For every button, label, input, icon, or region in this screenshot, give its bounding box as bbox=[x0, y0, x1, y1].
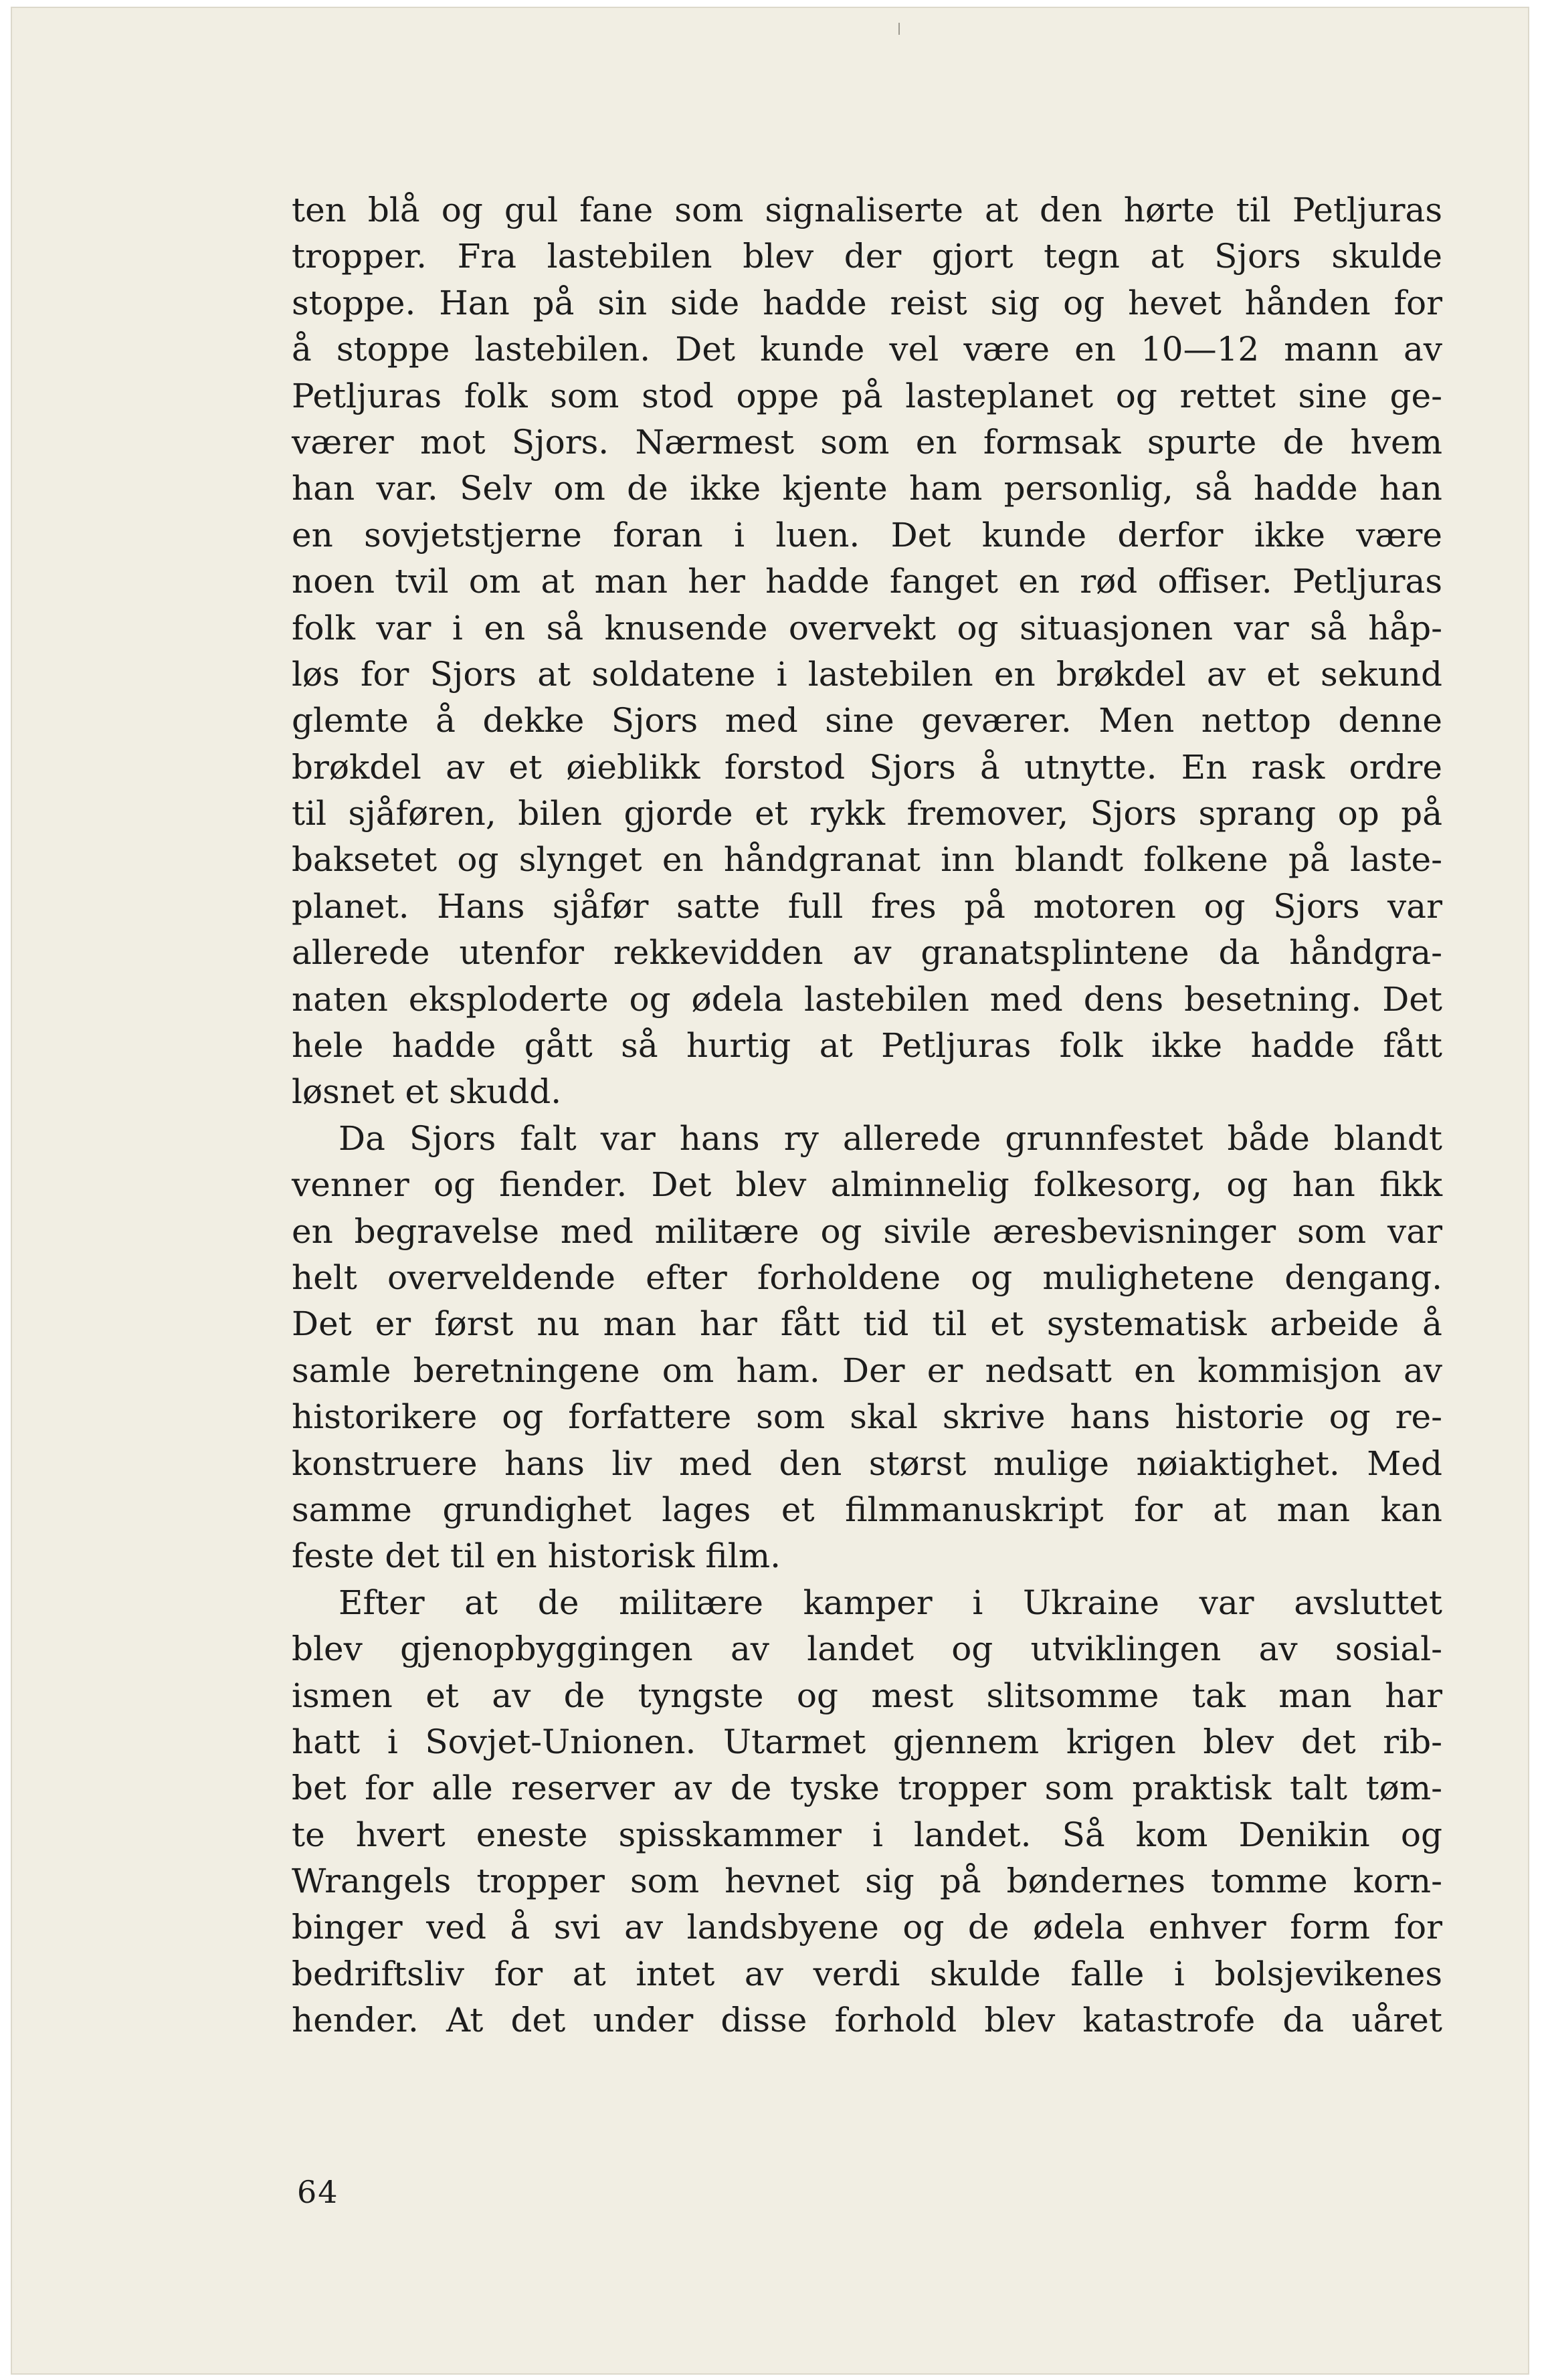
paper-mark bbox=[898, 23, 900, 35]
text-line: hender. At det under disse forhold blev katastrofe da uåret bbox=[292, 2001, 1442, 2040]
text-line: en sovjetstjerne foran i luen. Det kunde derfor ikke være bbox=[292, 515, 1442, 555]
text-line: en begravelse med militære og sivile æresbevisninger som var bbox=[292, 1211, 1442, 1251]
text-line: brøkdel av et øieblikk forstod Sjors å utnytte. En rask ordre bbox=[292, 747, 1442, 787]
text-line: blev gjenopbyggingen av landet og utviklingen av sosial- bbox=[292, 1629, 1442, 1669]
text-line: løs for Sjors at soldatene i lastebilen en brøkdel av et sekund bbox=[292, 654, 1442, 694]
text-line: feste det til en historisk film. bbox=[292, 1536, 781, 1576]
text-line: værer mot Sjors. Nærmest som en formsak spurte de hvem bbox=[292, 422, 1442, 462]
text-line: Da Sjors falt var hans ry allerede grunnfestet både blandt bbox=[339, 1118, 1442, 1158]
text-line: Det er først nu man har fått tid til et systematisk arbeide å bbox=[292, 1304, 1442, 1344]
text-line: å stoppe lastebilen. Det kunde vel være en 10—12 mann av bbox=[292, 330, 1442, 369]
text-line: konstruere hans liv med den størst mulige nøiaktighet. Med bbox=[292, 1444, 1442, 1483]
text-line: hatt i Sovjet-Unionen. Utarmet gjennem krigen blev det rib- bbox=[292, 1722, 1442, 1761]
text-line: binger ved å svi av landsbyene og de ødela enhver form for bbox=[292, 1908, 1442, 1947]
text-line: Wrangels tropper som hevnet sig på bøndernes tomme korn- bbox=[292, 1862, 1442, 1901]
text-line: helt overveldende efter forholdene og mulighetene dengang. bbox=[292, 1258, 1442, 1297]
text-line: historikere og forfattere som skal skrive hans historie og re- bbox=[292, 1397, 1442, 1437]
text-line: allerede utenfor rekkevidden av granatsplintene da håndgra- bbox=[292, 933, 1442, 973]
text-line: naten eksploderte og ødela lastebilen med dens besetning. Det bbox=[292, 979, 1442, 1019]
text-line: te hvert eneste spisskammer i landet. Så kom Denikin og bbox=[292, 1815, 1442, 1854]
text-line: folk var i en så knusende overvekt og situasjonen var så håp- bbox=[292, 608, 1442, 648]
text-line: han var. Selv om de ikke kjente ham personlig, så hadde han bbox=[292, 469, 1442, 508]
text-line: Efter at de militære kamper i Ukraine var avsluttet bbox=[339, 1583, 1442, 1622]
text-line: glemte å dekke Sjors med sine geværer. Men nettop denne bbox=[292, 701, 1442, 740]
text-line: løsnet et skudd. bbox=[292, 1072, 562, 1112]
text-line: Petljuras folk som stod oppe på lasteplanet og rettet sine ge- bbox=[292, 376, 1442, 415]
text-line: bet for alle reserver av de tyske tropper som praktisk talt tøm- bbox=[292, 1769, 1442, 1808]
text-line: samme grundighet lages et filmmanuskript for at man kan bbox=[292, 1490, 1442, 1529]
text-line: hele hadde gått så hurtig at Petljuras folk ikke hadde fått bbox=[292, 1026, 1442, 1066]
text-line: noen tvil om at man her hadde fanget en rød offiser. Petljuras bbox=[292, 562, 1442, 601]
text-line: baksetet og slynget en håndgranat inn blandt folkene på laste- bbox=[292, 840, 1442, 880]
text-line: ismen et av de tyngste og mest slitsomme tak man har bbox=[292, 1676, 1442, 1715]
body-text bbox=[292, 187, 1442, 2044]
text-line: venner og fiender. Det blev alminnelig folkesorg, og han fikk bbox=[292, 1165, 1442, 1205]
text-line: bedriftsliv for at intet av verdi skulde falle i bolsjevikenes bbox=[292, 1954, 1442, 1993]
page-number: 64 bbox=[297, 2174, 339, 2210]
text-line: samle beretningene om ham. Der er nedsatt en kommisjon av bbox=[292, 1351, 1442, 1390]
text-line: ten blå og gul fane som signaliserte at den hørte til Petljuras bbox=[292, 191, 1442, 229]
text-line: til sjåføren, bilen gjorde et rykk fremover, Sjors sprang op på bbox=[292, 794, 1442, 833]
text-line: tropper. Fra lastebilen blev der gjort tegn at Sjors skulde bbox=[292, 237, 1442, 276]
text-line: planet. Hans sjåfør satte full fres på motoren og Sjors var bbox=[292, 886, 1442, 926]
text-line: stoppe. Han på sin side hadde reist sig og hevet hånden for bbox=[292, 283, 1442, 322]
